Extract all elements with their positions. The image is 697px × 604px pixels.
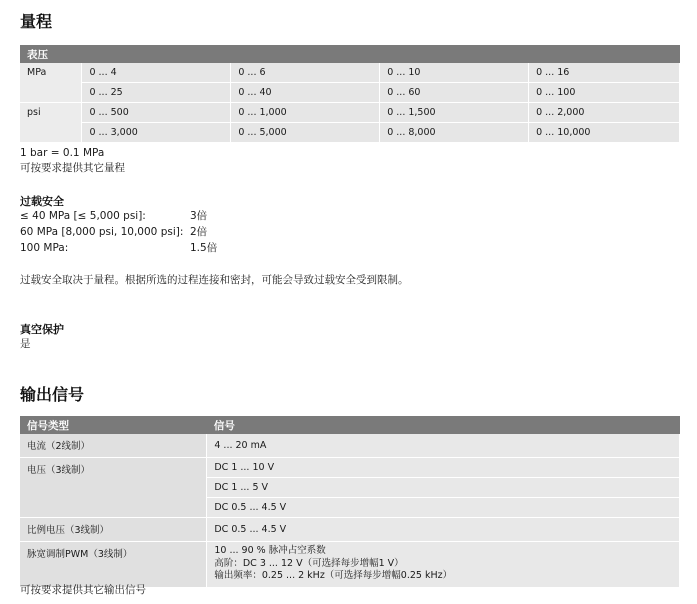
other-range-note: 可按要求提供其它量程 (20, 162, 125, 174)
range-cell: 0 ... 3,000 (82, 123, 231, 143)
voltage-label: 电压（3线制） (20, 458, 207, 518)
current-value: 4 ... 20 mA (207, 434, 680, 458)
overload-note: 过载安全取决于量程。根据所选的过程连接和密封，可能会导致过载安全受到限制。 (20, 274, 409, 286)
range-cell: 0 ... 10,000 (529, 123, 680, 143)
conversion-note: 1 bar = 0.1 MPa (20, 147, 105, 159)
range-cell: 0 ... 25 (82, 83, 231, 103)
psi-label: psi (20, 103, 82, 143)
voltage-value: DC 0.5 ... 4.5 V (207, 498, 680, 518)
range-cell: 0 ... 16 (529, 63, 680, 83)
table-row (20, 123, 680, 143)
vacuum-value: 是 (20, 338, 31, 350)
range-cell: 0 ... 2,000 (529, 103, 680, 123)
range-table (20, 45, 680, 143)
range-cell: 0 ... 40 (231, 83, 380, 103)
range-cell: 0 ... 4 (82, 63, 231, 83)
col-header-type: 信号类型 (20, 416, 207, 434)
col-header-signal: 信号 (207, 416, 680, 434)
mpa-label: MPa (20, 63, 82, 103)
range-section-title: 量程 (20, 12, 53, 31)
pwm-label: 脉宽调制PWM（3线制） (20, 542, 207, 588)
overload-title: 过载安全 (20, 195, 64, 208)
range-cell: 0 ... 8,000 (380, 123, 529, 143)
range-cell: 0 ... 100 (529, 83, 680, 103)
overload-condition: 60 MPa [8,000 psi, 10,000 psi]: (20, 226, 184, 238)
output-table (20, 416, 680, 588)
range-cell: 0 ... 60 (380, 83, 529, 103)
overload-factor: 1.5倍 (190, 242, 218, 254)
range-cell: 0 ... 6 (231, 63, 380, 83)
current-label: 电流（2线制） (20, 434, 207, 458)
overload-condition: 100 MPa: (20, 242, 69, 254)
overload-factor: 2倍 (190, 226, 208, 238)
voltage-value: DC 1 ... 5 V (207, 478, 680, 498)
range-cell: 0 ... 5,000 (231, 123, 380, 143)
range-table-header: 表压 (20, 45, 680, 63)
vacuum-title: 真空保护 (20, 323, 64, 336)
range-cell: 0 ... 1,000 (231, 103, 380, 123)
range-cell: 0 ... 500 (82, 103, 231, 123)
table-row (20, 542, 680, 588)
table-row (20, 458, 680, 478)
pwm-line: 10 ... 90 % 脉冲占空系数 (214, 545, 326, 556)
pwm-line: 输出频率：0.25 ... 2 kHz（可选择每步增幅0.25 kHz） (214, 570, 453, 581)
other-output-note: 可按要求提供其它输出信号 (20, 584, 146, 596)
overload-condition: ≤ 40 MPa [≤ 5,000 psi]: (20, 210, 146, 222)
table-row (20, 434, 680, 458)
output-section-title: 输出信号 (20, 385, 85, 404)
overload-row (20, 209, 208, 223)
range-cell: 0 ... 10 (380, 63, 529, 83)
range-cell: 0 ... 1,500 (380, 103, 529, 123)
overload-row (20, 241, 218, 255)
ratio-value: DC 0.5 ... 4.5 V (207, 518, 680, 542)
pwm-value (207, 542, 680, 588)
overload-factor: 3倍 (190, 210, 208, 222)
table-row (20, 103, 680, 123)
overload-row (20, 225, 208, 239)
table-row (20, 518, 680, 542)
pwm-line: 高阶：DC 3 ... 12 V（可选择每步增幅1 V） (214, 557, 404, 569)
voltage-value: DC 1 ... 10 V (207, 458, 680, 478)
table-row (20, 63, 680, 83)
ratio-label: 比例电压（3线制） (20, 518, 207, 542)
table-row (20, 83, 680, 103)
